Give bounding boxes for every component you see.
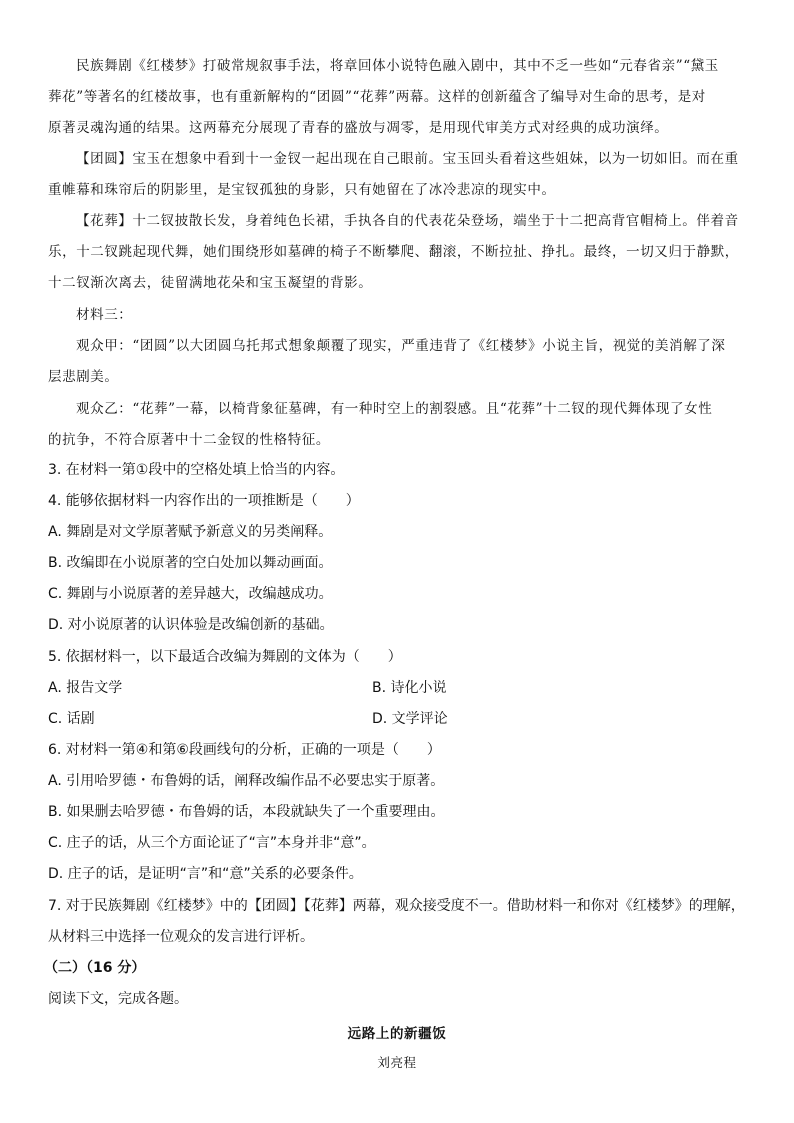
question-4-option-a: A. 舞剧是对文学原著赋予新意义的另类阐释。 bbox=[48, 524, 333, 540]
question-5-option-d: D. 文学评论 bbox=[372, 711, 448, 727]
article-author: 刘亮程 bbox=[377, 1055, 417, 1070]
question-7-line2: 从材料三中选择一位观众的发言进行评析。 bbox=[48, 929, 314, 945]
material3-viewer-a-line1: 观众甲：“团圆”以大团圆乌托邦式想象颠覆了现实，严重违背了《红楼梦》小说主旨，视觉的美消解了深 bbox=[76, 338, 726, 354]
material2-p3-line3: 十二钗渐次离去，徒留满地花朵和宝玉凝望的背影。 bbox=[48, 275, 373, 291]
question-4-option-d: D. 对小说原著的认识体验是改编创新的基础。 bbox=[48, 617, 334, 633]
material3-heading: 材料三： bbox=[76, 307, 133, 323]
material2-p1-line2: 葬花”等著名的红楼故事，也有重新解构的“团圆”“花葬”两幕。这样的创新蕴含了编导对生命的思考，是对 bbox=[48, 89, 706, 105]
material3-viewer-b-line2: 的抗争，不符合原著中十二金钗的性格特征。 bbox=[48, 432, 330, 448]
material2-p3-line2: 乐，十二钗跳起现代舞，她们围绕形如墓碑的椅子不断攀爬、翻滚，不断拉扯、挣扎。最终，一切又归于静默， bbox=[48, 244, 739, 260]
question-4: 4. 能够依据材料一内容作出的一项推断是（ ） bbox=[48, 493, 360, 509]
material3-viewer-a-line2: 层悲剧美。 bbox=[48, 369, 119, 385]
question-6-option-a: A. 引用哈罗德・布鲁姆的话，阐释改编作品不必要忠实于原著。 bbox=[48, 773, 445, 789]
material2-p3-line1: 【花葬】十二钗披散长发，身着纯色长裙，手执各自的代表花朵登场，端坐于十二把高背官帽椅上。伴着音 bbox=[76, 213, 739, 229]
question-5-option-a: A. 报告文学 bbox=[48, 680, 123, 696]
question-6-option-c: C. 庄子的话，从三个方面论证了“言”本身并非“意”。 bbox=[48, 835, 376, 851]
question-6-option-b: B. 如果删去哈罗德・布鲁姆的话，本段就缺失了一个重要理由。 bbox=[48, 804, 445, 820]
section-2-heading: （二）（16 分） bbox=[44, 960, 146, 976]
article-title: 远路上的新疆饭 bbox=[347, 1026, 447, 1042]
question-3: 3. 在材料一第①段中的空格处填上恰当的内容。 bbox=[48, 462, 345, 478]
question-4-option-c: C. 舞剧与小说原著的差异越大，改编越成功。 bbox=[48, 586, 333, 602]
section-2-instruction: 阅读下文，完成各题。 bbox=[48, 991, 188, 1007]
material2-p1-line3: 原著灵魂沟通的结果。这两幕充分展现了青春的盛放与凋零，是用现代审美方式对经典的成功演绎。 bbox=[48, 120, 669, 136]
question-5: 5. 依据材料一，以下最适合改编为舞剧的文体为（ ） bbox=[48, 649, 402, 665]
material2-p1-line1: 民族舞剧《红楼梦》打破常规叙事手法，将章回体小说特色融入剧中，其中不乏一些如“元春省亲”“黛玉 bbox=[76, 58, 719, 74]
question-4-option-b: B. 改编即在小说原著的空白处加以舞动画面。 bbox=[48, 555, 333, 571]
material2-p2-line2: 重帷幕和珠帘后的阴影里，是宝钗孤独的身影，只有她留在了冰冷悲凉的现实中。 bbox=[48, 182, 556, 198]
question-6: 6. 对材料一第④和第⑥段画线句的分析，正确的一项是（ ） bbox=[48, 742, 441, 758]
question-5-option-c: C. 话剧 bbox=[48, 711, 95, 727]
question-5-option-b: B. 诗化小说 bbox=[372, 680, 447, 696]
question-6-option-d: D. 庄子的话，是证明“言”和“意”关系的必要条件。 bbox=[48, 866, 363, 882]
material3-viewer-b-line1: 观众乙：“花葬”一幕，以椅背象征墓碑，有一种时空上的割裂感。且“花葬”十二钗的现代舞体现了女性 bbox=[76, 401, 713, 417]
material2-p2-line1: 【团圆】宝玉在想象中看到十一金钗一起出现在自己眼前。宝玉回头看着这些姐妹，以为一切如旧。而在重 bbox=[76, 151, 739, 167]
question-7-line1: 7. 对于民族舞剧《红楼梦》中的【团圆】【花葬】两幕，观众接受度不一。借助材料一和你对《红楼梦》的理解， bbox=[48, 898, 745, 914]
